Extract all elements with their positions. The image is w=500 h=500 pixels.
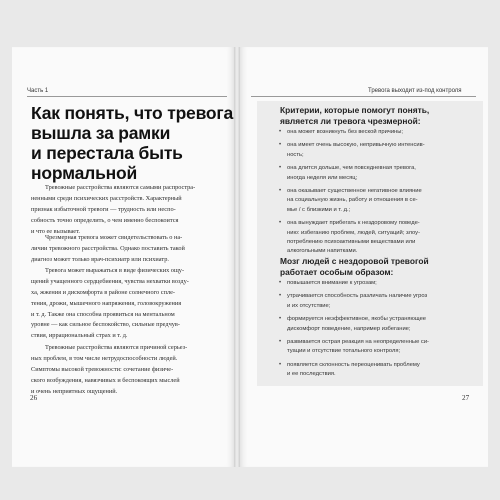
brain-box [257,252,483,386]
criteria-box [257,101,483,263]
item-line: она длится дольше, чем повседневная тревога, [287,165,416,172]
header-rule-left [27,96,227,97]
item-line: мье / с близкими и т. д.; [287,206,351,213]
bullet-icon: • [279,293,282,300]
body-paragraph-4 [31,343,218,397]
list-item [279,187,477,215]
text-line: ненными среди психических расстройств. Характерный [31,194,182,202]
text-line: собность точно определить, о чем именно беспокоится [31,216,179,224]
item-line: туации и отсутствие тотального контроля; [287,348,401,355]
text-line: признак избыточной тревоги — трудность или неспо- [31,205,176,213]
list-item [279,279,477,288]
body-paragraph-2 [31,233,218,266]
item-line: и их отсутствие; [287,302,331,309]
heading-line: Критерии, которые помогут понять, [280,105,430,115]
item-line: иногда неделя или месяц; [287,174,358,181]
item-line: она имеет очень высокую, непривычную интенсив- [287,142,425,149]
heading-line: является ли тревога чрезмерной: [280,115,421,126]
bullet-icon: • [279,142,282,149]
text-line: тения, дрожи, мышечного напряжения, головокружения [31,299,182,307]
text-line: Симптомы высокой тревожности: сочетание физиче- [31,365,174,373]
list-item [279,315,477,334]
item-line: нию: избеганию проблем, людей, ситуаций; злоу- [287,229,421,236]
heading-line: работает особым образом: [280,266,394,277]
text-line: ского возбуждения, навязчивых и беспокоящих мыслей [31,376,180,384]
text-line: Тревога может выражаться в виде физических ощу- [45,267,185,274]
chapter-title [31,103,234,183]
text-line: личии тревожного расстройства. Однако поставить такой [31,244,185,252]
text-line: уровне — как сильное беспокойство, сильные предчув- [31,321,180,329]
bullet-icon: • [279,316,282,323]
page-number-right: 27 [462,394,470,402]
text-line: Тревожные расстройства являются самыми распростра- [45,184,196,191]
list-item [279,164,477,183]
heading-line: Мозг людей с нездоровой тревогой [280,256,429,266]
item-line: развивается острая реакция на неопределенные си- [287,339,429,346]
item-line: она оказывает существенное негативное влияние [287,188,422,195]
list-item [279,128,477,137]
text-line: щений учащенного сердцебиения, чувства нехватки возду- [31,277,189,285]
chapter-title-line: и перестала быть [31,143,183,163]
item-line: формируется неэффективное, якобы устраняющее [287,316,427,323]
list-item [279,338,477,357]
text-line: Чрезмерная тревога может свидетельствовать о на- [45,234,183,241]
bullet-icon: • [279,129,282,135]
list-item [279,292,477,311]
item-line: повышается внимание к угрозам; [287,280,377,286]
item-line: и ее последствия. [287,371,336,378]
text-line: и т. д. Также она способна проявиться на ментальном [31,310,175,318]
item-line: дискомфорт поведение, например избегание; [287,325,411,332]
brain-list [257,279,483,380]
item-line: ность; [287,151,304,158]
body-paragraph-3 [31,266,218,342]
list-item [279,361,477,380]
item-line: появляется склонность переоценивать проблему [287,361,420,368]
criteria-heading [257,101,483,128]
text-line: Тревожные расстройства являются причиной серьез- [45,344,188,351]
body-paragraph-1 [31,183,218,237]
item-line: на социальную жизнь, работу и отношения в се- [287,197,418,204]
text-line: ха, жжения и дискомфорта в районе солнечного спле- [31,288,175,296]
text-line: ствия, иррациональный страх и т. д. [31,332,128,340]
header-rule-right [251,96,476,97]
bullet-icon: • [279,361,282,368]
item-line: утрачивается способность различать наличие угроз [287,293,428,300]
chapter-title-line: Как понять, что тревога [31,103,234,123]
item-line: потреблению психоактивными веществами или [287,239,416,246]
page-number-left: 26 [30,394,38,402]
bullet-icon: • [279,280,282,286]
text-line: ных проблем, в том числе нетрудоспособности людей. [31,354,178,362]
running-head-left: Часть 1 [27,88,49,94]
bullet-icon: • [279,165,282,172]
text-line: и что ее вызывает. [31,227,80,235]
bullet-icon: • [279,220,282,227]
list-item [279,141,477,160]
chapter-title-line: нормальной [31,163,138,183]
criteria-list [257,128,483,257]
text-line: и очень неприятных ощущений. [31,387,118,395]
chapter-title-line: вышла за рамки [31,123,171,143]
text-line: диагноз может только врач-психиатр или психиатр. [31,255,169,263]
bullet-icon: • [279,188,282,195]
item-line: она может возникнуть без веской причины; [287,129,404,135]
item-line: она вынуждает прибегать к нездоровому поведе- [287,220,420,227]
bullet-icon: • [279,339,282,346]
running-head-right: Тревога выходит из-под контроля [368,88,462,94]
brain-heading [257,252,483,279]
